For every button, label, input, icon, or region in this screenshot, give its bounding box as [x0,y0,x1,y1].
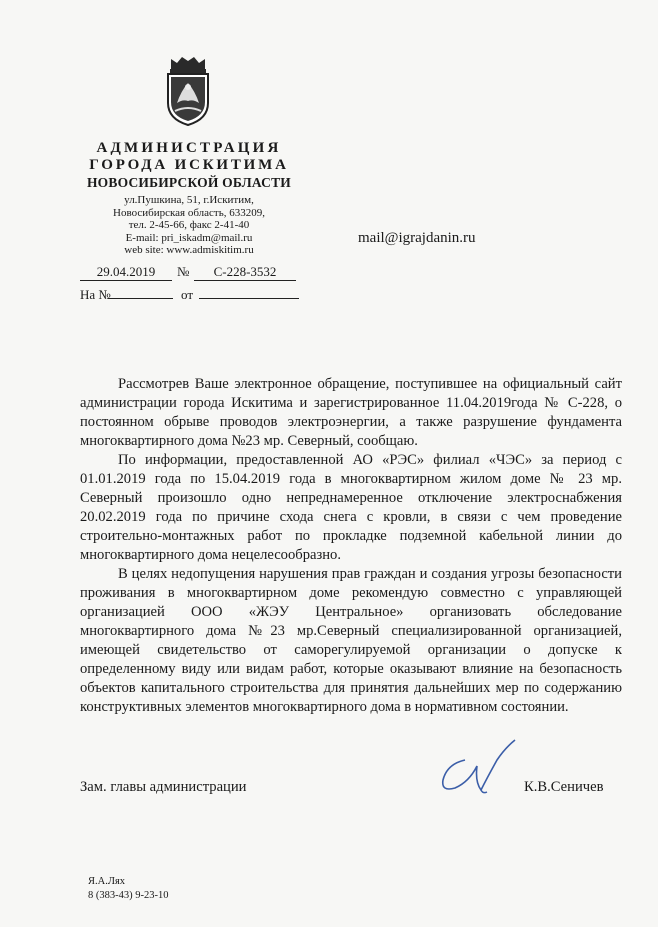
address-line-2: Новосибирская область, 633209, [113,206,265,219]
body-paragraph-1: Рассмотрев Ваше электронное обращение, поступившее на официальный сайт администрации города Искитима и зарегистрированное 11.04.2019года № С-228, о постоянном обрыве проводов электроэнергии, а также разрушение фундамента многоквартирного дома №23 мр. Северный, сообщаю. [80,376,622,449]
org-line-3: НОВОСИБИРСКОЙ ОБЛАСТИ [86,175,292,190]
phone-line: тел. 2-45-66, факс 2-41-40 [128,219,250,231]
executor-block [88,875,168,903]
in-reply-number-line [108,298,173,299]
signatory-name: К.В.Сеничев [524,779,604,795]
letter-body [80,375,622,717]
outgoing-number: С-228-3532 [194,264,296,281]
recipient-email: mail@igrajdanin.ru [358,230,476,246]
body-paragraph-2: По информации, предоставленной АО «РЭС» филиал «ЧЭС» за период с 01.01.2019 года по 15.04.2019 года в многоквартирном жилом доме № 23 мр. Северный произошло одно непреднамеренное отключение электроснабжения 20.02.2019 года по причине схода снега с кровли, в связи с чем проведение строительно-монтажных работ по прокладке подземной кабельной линии до многоквартирного дома нецелесообразно. [80,452,622,563]
org-line-2: ГОРОДА ИСКИТИМА [89,157,289,173]
website-line: web site: www.admiskitim.ru [124,244,254,256]
number-label: № [177,264,190,279]
body-paragraph-3: В целях недопущения нарушения прав граждан и создания угрозы безопасности проживания в многоквартирном доме рекомендую совместно с управляющей организацией ООО «ЖЭУ Центральное» организовать обследование многоквартирного дома №23 мр.Северный специализированной организацией, имеющей свидетельство от саморегулируемой организации о допуске к определенному виду или видам работ, которые оказывают влияние на безопасность объектов капитального строительства для принятия дальнейших мер по содержанию конструктивных элементов многоквартирного дома в нормативном состоянии. [80,566,622,715]
org-line-1: АДМИНИСТРАЦИЯ [96,140,282,156]
executor-phone: 8 (383-43) 9-23-10 [88,890,169,901]
org-address-block [78,194,300,257]
in-reply-label: На № [80,287,111,302]
city-coat-of-arms-icon [163,55,213,127]
email-line: E-mail: pri_iskadm@mail.ru [125,231,253,244]
handwritten-signature-icon [425,738,525,800]
address-line-1: ул.Пушкина, 51, г.Искитим, [124,194,254,206]
from-label: от [181,287,194,302]
executor-name: Я.А.Лях [88,876,126,887]
signatory-role: Зам. главы администрации [80,779,247,795]
outgoing-date: 29.04.2019 [80,264,172,281]
in-reply-date-line [199,298,299,299]
